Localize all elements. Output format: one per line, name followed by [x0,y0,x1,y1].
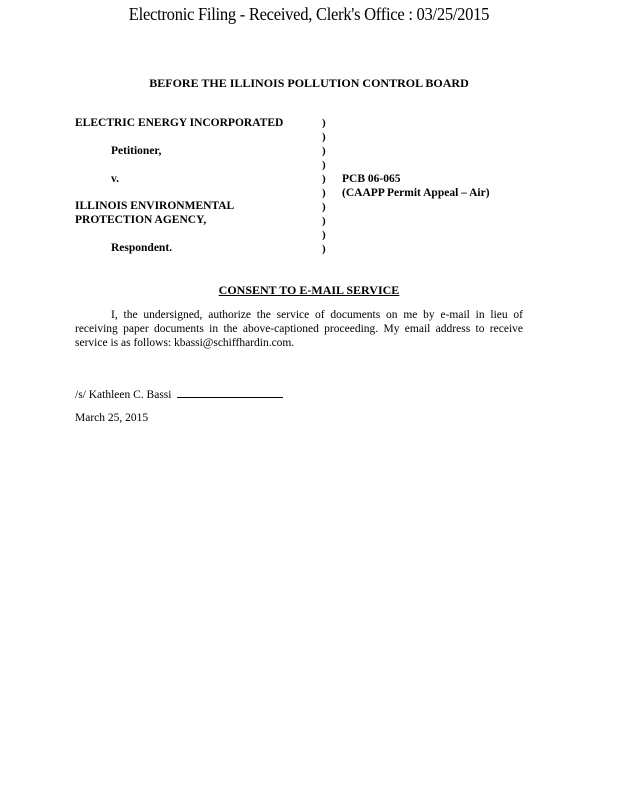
respondent-name-line2: PROTECTION AGENCY, [75,214,207,226]
electronic-filing-stamp: Electronic Filing - Received, Clerk's Office : 03/25/2015 [128,4,490,24]
signature-date: March 25, 2015 [75,412,149,424]
consent-title: CONSENT TO E-MAIL SERVICE [218,283,400,297]
caption-paren: ) [322,145,326,157]
signature-text: /s/ Kathleen C. Bassi [75,389,172,401]
consent-body [75,308,523,350]
consent-body-text: I, the undersigned, authorize the service of documents on me by e-mail in lieu of receiving paper documents in the above-captioned proceeding. My email address to receive service is as follows: kbassi@schiffhardin.com. [75,309,523,349]
petitioner-role: Petitioner, [111,145,162,157]
caption-paren: ) [322,187,326,199]
respondent-role: Respondent. [111,242,173,254]
versus: v. [111,173,119,185]
caption-paren: ) [322,201,326,213]
caption-paren: ) [322,229,326,241]
caption-paren: ) [322,117,326,129]
case-number: PCB 06-065 [342,173,401,185]
board-title: BEFORE THE ILLINOIS POLLUTION CONTROL BOARD [149,76,469,90]
case-type: (CAAPP Permit Appeal – Air) [342,187,490,199]
signature-rule [177,387,283,398]
caption-paren: ) [322,243,326,255]
caption-paren: ) [322,159,326,171]
caption-paren: ) [322,173,326,185]
respondent-name-line1: ILLINOIS ENVIRONMENTAL [75,200,235,212]
signature-line [75,387,283,401]
caption-paren: ) [322,215,326,227]
petitioner-name: ELECTRIC ENERGY INCORPORATED [75,117,284,129]
caption-paren: ) [322,131,326,143]
